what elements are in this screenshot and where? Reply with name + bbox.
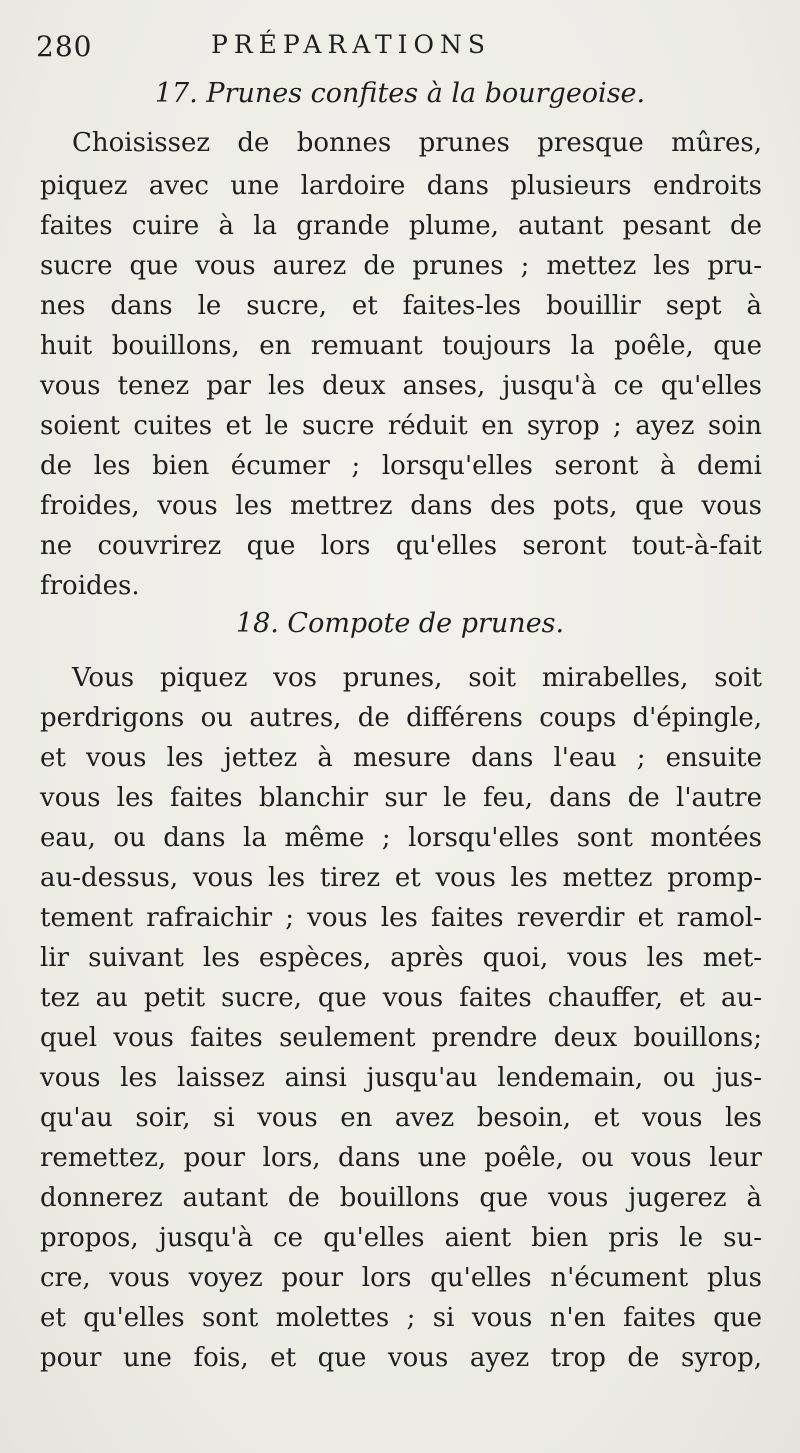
text-line: et vous les jettez à mesure dans l'eau ; ensuite [40, 743, 762, 773]
text-line: remettez, pour lors, dans une poêle, ou vous leur [40, 1143, 762, 1173]
text-line: vous tenez par les deux anses, jusqu'à ce qu'elles [40, 371, 762, 401]
text-line: au-dessus, vous les tirez et vous les mettez promp- [40, 863, 762, 893]
text-line: qu'au soir, si vous en avez besoin, et vous les [40, 1103, 762, 1133]
running-head: PRÉPARATIONS [211, 30, 492, 59]
text-line: froides. [40, 571, 140, 601]
text-line: lir suivant les espèces, après quoi, vous les met- [40, 943, 762, 973]
text-line: tement rafraichir ; vous les faites reverdir et ramol- [40, 903, 762, 933]
section-title-17: 17. Prunes confites à la bourgeoise. [154, 78, 646, 109]
text-line: cre, vous voyez pour lors qu'elles n'écument plus [40, 1263, 762, 1293]
page-number: 280 [36, 30, 93, 63]
text-line: quel vous faites seulement prendre deux bouillons; [40, 1023, 762, 1053]
text-line: Choisissez de bonnes prunes presque mûres, [72, 128, 762, 158]
text-line: tez au petit sucre, que vous faites chauffer, et au- [40, 983, 762, 1013]
text-line: froides, vous les mettrez dans des pots, que vous [40, 491, 762, 521]
text-line: soient cuites et le sucre réduit en syrop ; ayez soin [40, 411, 762, 441]
text-line: eau, ou dans la même ; lorsqu'elles sont montées [40, 823, 762, 853]
text-line: huit bouillons, en remuant toujours la poêle, que [40, 331, 762, 361]
text-line: perdrigons ou autres, de différens coups d'épingle, [40, 703, 762, 733]
text-line: donnerez autant de bouillons que vous jugerez à [40, 1183, 762, 1213]
text-line: vous les laissez ainsi jusqu'au lendemain, ou jus- [40, 1063, 762, 1093]
text-line: sucre que vous aurez de prunes ; mettez les pru- [40, 251, 762, 281]
text-line: faites cuire à la grande plume, autant pesant de [40, 211, 762, 241]
text-line: nes dans le sucre, et faites-les bouillir sept à [40, 291, 762, 321]
text-line: Vous piquez vos prunes, soit mirabelles, soit [72, 663, 762, 693]
text-line: et qu'elles sont molettes ; si vous n'en faites que [40, 1303, 762, 1333]
text-line: de les bien écumer ; lorsqu'elles seront à demi [40, 451, 762, 481]
text-line: pour une fois, et que vous ayez trop de syrop, [40, 1343, 762, 1373]
text-line: propos, jusqu'à ce qu'elles aient bien pris le su- [40, 1223, 762, 1253]
section-title-18: 18. Compote de prunes. [235, 608, 565, 639]
page-header [36, 30, 764, 64]
text-line: ne couvrirez que lors qu'elles seront tout-à-fait [40, 531, 762, 561]
text-line: vous les faites blanchir sur le feu, dans de l'autre [40, 783, 762, 813]
text-line: piquez avec une lardoire dans plusieurs endroits [40, 171, 762, 201]
